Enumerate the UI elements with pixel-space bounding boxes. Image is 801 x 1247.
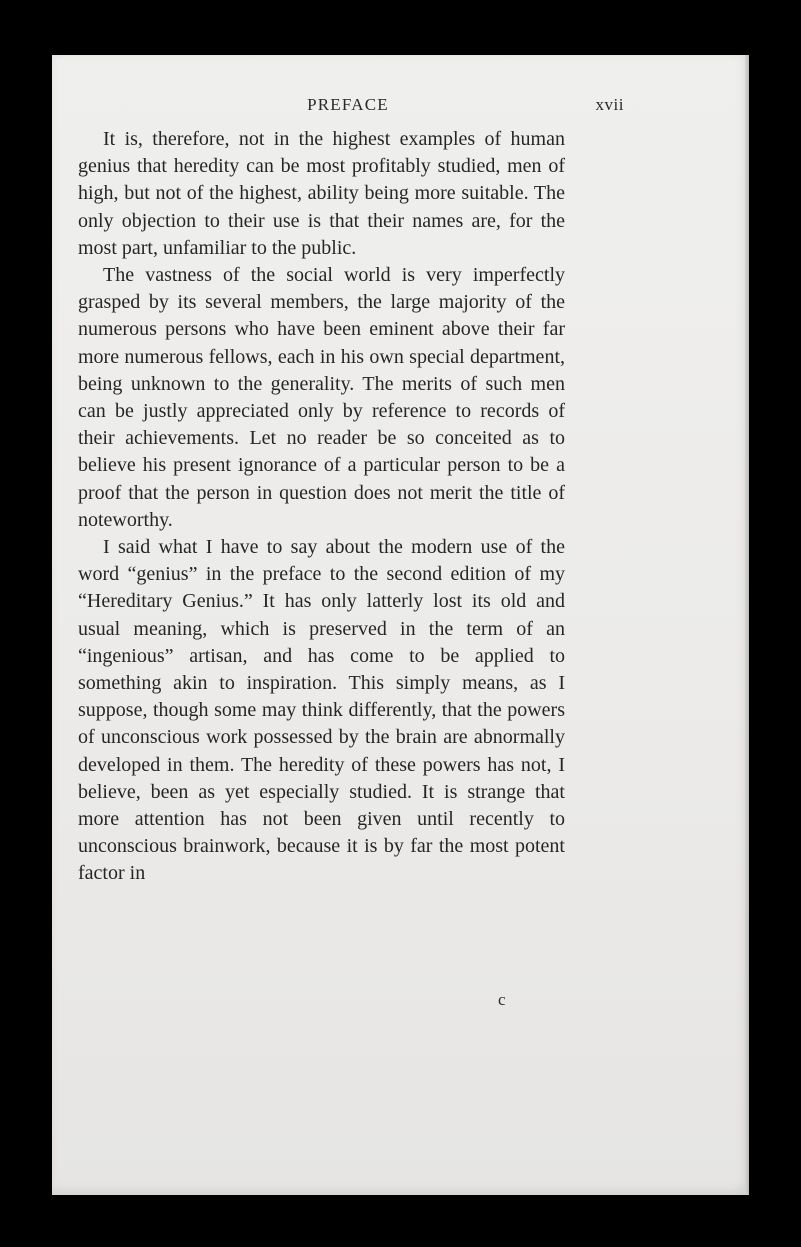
body-text (78, 126, 565, 888)
paragraph: The vastness of the social world is very imperfectly grasped by its several members, the large majority of the numerous persons who have been eminent above their far more numerous fellows, each in his own special department, being unknown to the generality. The merits of such men can be justly appreciated only by reference to records of their achievements. Let no reader be so conceited as to believe his present ignorance of a particular person to be a proof that the person in question does not merit the title of noteworthy. (78, 264, 565, 531)
running-title: PREFACE (307, 95, 389, 114)
paragraph: It is, therefore, not in the highest examples of human genius that heredity can be most profitably studied, men of high, but not of the highest, ability being more suitable. The only objection to their use is that their names are, for the most part, unfamiliar to the public. (78, 128, 565, 259)
running-header (78, 95, 624, 121)
page-edge (745, 55, 749, 1195)
page-number: xvii (595, 95, 624, 114)
paragraph: I said what I have to say about the modern use of the word “genius” in the preface to the second edition of my “Hereditary Genius.” It has only latterly lost its old and usual meaning, which is preserved in the term of an “ingenious” artisan, and has come to be applied to something akin to inspiration. This simply means, as I suppose, though some may think differently, that the powers of unconscious work possessed by the brain are abnormally developed in them. The heredity of these powers has not, I believe, been as yet especially studied. It is strange that more attention has not been given until recently to unconscious brainwork, because it is by far the most potent factor in (78, 536, 565, 885)
signature-mark: c (498, 990, 507, 1009)
